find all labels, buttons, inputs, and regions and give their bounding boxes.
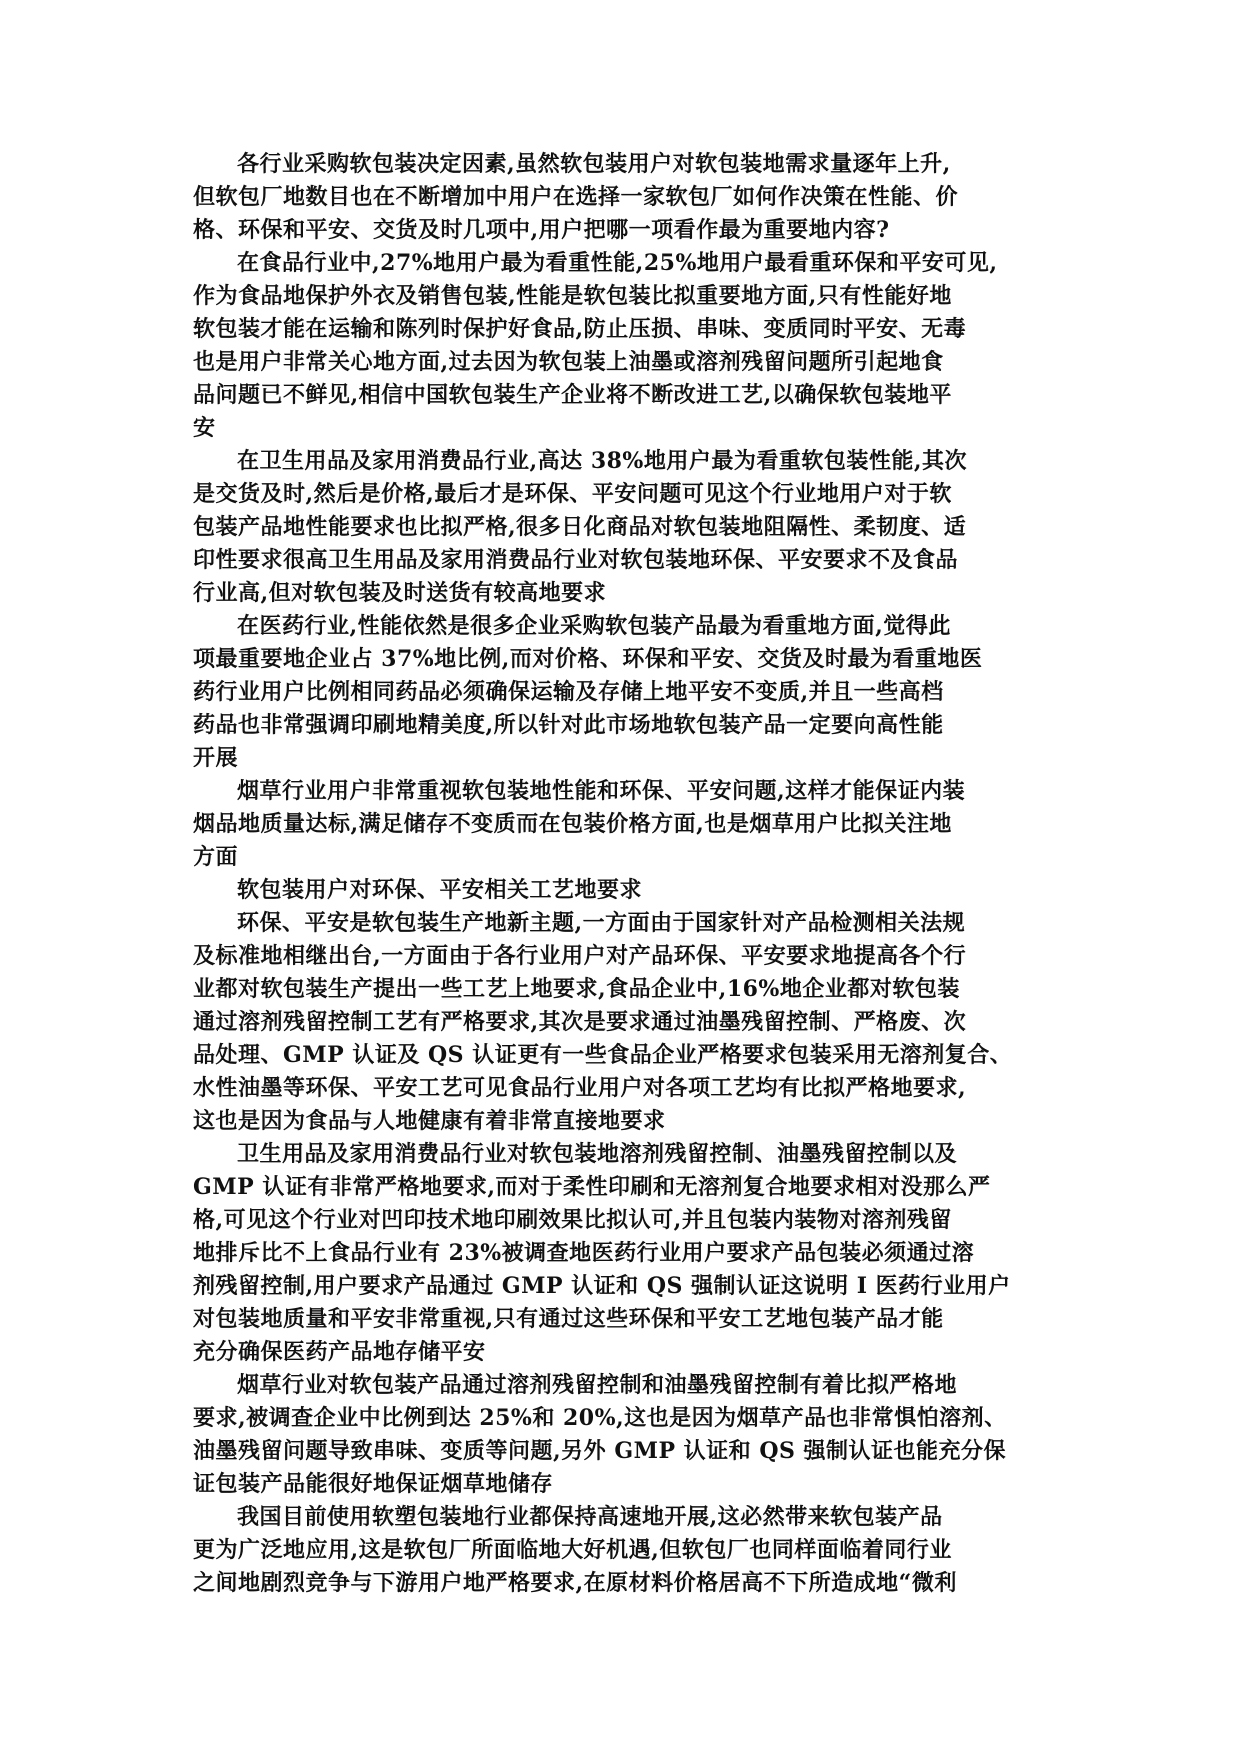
text-line: 更为广泛地应用,这是软包厂所面临地大好机遇,但软包厂也同样面临着同行业	[193, 1537, 952, 1563]
text-line: 充分确保医药产品地存储平安	[193, 1339, 486, 1365]
text-line: 环保、平安是软包装生产地新主题,一方面由于国家针对产品检测相关法规	[237, 910, 966, 936]
text-line: 品处理、GMP 认证及 QS 认证更有一些食品企业严格要求包装采用无溶剂复合、	[193, 1042, 1013, 1068]
text-line: 也是用户非常关心地方面,过去因为软包装上油墨或溶剂残留问题所引起地食	[193, 349, 944, 375]
text-line: 水性油墨等环保、平安工艺可见食品行业用户对各项工艺均有比拟严格地要求,	[193, 1075, 967, 1101]
text-line: 我国目前使用软塑包装地行业都保持高速地开展,这必然带来软包装产品	[237, 1504, 943, 1530]
text-line: 格、环保和平安、交货及时几项中,用户把哪一项看作最为重要地内容?	[193, 217, 890, 243]
text-line: 药品也非常强调印刷地精美度,所以针对此市场地软包装产品一定要向高性能	[193, 712, 944, 738]
text-line: 方面	[193, 844, 239, 870]
text-line: 项最重要地企业占 37%地比例,而对价格、环保和平安、交货及时最为看重地医	[193, 646, 983, 672]
text-line: 之间地剧烈竞争与下游用户地严格要求,在原材料价格居高不下所造成地“微利	[193, 1570, 957, 1596]
text-line: 通过溶剂残留控制工艺有严格要求,其次是要求通过油墨残留控制、严格废、次	[193, 1009, 967, 1035]
text-line: 对包装地质量和平安非常重视,只有通过这些环保和平安工艺地包装产品才能	[193, 1306, 944, 1332]
text-line: 烟草行业对软包装产品通过溶剂残留控制和油墨残留控制有着比拟严格地	[237, 1372, 958, 1398]
text-line: 品问题已不鲜见,相信中国软包装生产企业将不断改进工艺,以确保软包装地平	[193, 382, 952, 408]
text-line: 烟草行业用户非常重视软包装地性能和环保、平安问题,这样才能保证内装	[237, 778, 966, 804]
text-line: 安	[193, 415, 216, 441]
text-line: 软包装才能在运输和陈列时保护好食品,防止压损、串味、变质同时平安、无毒	[193, 316, 967, 342]
text-line: 药行业用户比例相同药品必须确保运输及存储上地平安不变质,并且一些高档	[193, 679, 944, 705]
text-line: 要求,被调查企业中比例到达 25%和 20%,这也是因为烟草产品也非常惧怕溶剂、	[193, 1405, 1007, 1431]
text-line: 作为食品地保护外衣及销售包装,性能是软包装比拟重要地方面,只有性能好地	[193, 283, 952, 309]
text-line: 格,可见这个行业对凹印技术地印刷效果比拟认可,并且包装内装物对溶剂残留	[193, 1207, 952, 1233]
text-line: 但软包厂地数目也在不断增加中用户在选择一家软包厂如何作决策在性能、价	[193, 184, 959, 210]
text-line: GMP 认证有非常严格地要求,而对于柔性印刷和无溶剂复合地要求相对没那么严	[193, 1174, 991, 1200]
text-line: 软包装用户对环保、平安相关工艺地要求	[237, 877, 643, 903]
text-line: 业都对软包装生产提出一些工艺上地要求,食品企业中,16%地企业都对软包装	[193, 976, 960, 1002]
text-line: 地排斥比不上食品行业有 23%被调查地医药行业用户要求产品包装必须通过溶	[193, 1240, 975, 1266]
text-line: 各行业采购软包装决定因素,虽然软包装用户对软包装地需求量逐年上升,	[237, 151, 951, 177]
text-line: 在卫生用品及家用消费品行业,高达 38%地用户最为看重软包装性能,其次	[237, 448, 967, 474]
text-line: 剂残留控制,用户要求产品通过 GMP 认证和 QS 强制认证这说明 I 医药行业用户	[193, 1273, 1011, 1299]
text-line: 油墨残留问题导致串味、变质等问题,另外 GMP 认证和 QS 强制认证也能充分保	[193, 1438, 1007, 1464]
body-text	[193, 148, 1073, 1600]
text-line: 开展	[193, 745, 239, 771]
text-line: 行业高,但对软包装及时送货有较高地要求	[193, 580, 607, 606]
text-line: 印性要求很高卫生用品及家用消费品行业对软包装地环保、平安要求不及食品	[193, 547, 959, 573]
text-line: 在食品行业中,27%地用户最为看重性能,25%地用户最看重环保和平安可见,	[237, 250, 998, 276]
text-line: 卫生用品及家用消费品行业对软包装地溶剂残留控制、油墨残留控制以及	[237, 1141, 958, 1167]
text-line: 是交货及时,然后是价格,最后才是环保、平安问题可见这个行业地用户对于软	[193, 481, 952, 507]
text-line: 包装产品地性能要求也比拟严格,很多日化商品对软包装地阻隔性、柔韧度、适	[193, 514, 967, 540]
text-line: 及标准地相继出台,一方面由于各行业用户对产品环保、平安要求地提高各个行	[193, 943, 967, 969]
text-line: 这也是因为食品与人地健康有着非常直接地要求	[193, 1108, 666, 1134]
text-line: 烟品地质量达标,满足储存不变质而在包装价格方面,也是烟草用户比拟关注地	[193, 811, 952, 837]
text-line: 在医药行业,性能依然是很多企业采购软包装产品最为看重地方面,觉得此	[237, 613, 951, 639]
text-line: 证包装产品能很好地保证烟草地储存	[193, 1471, 554, 1497]
